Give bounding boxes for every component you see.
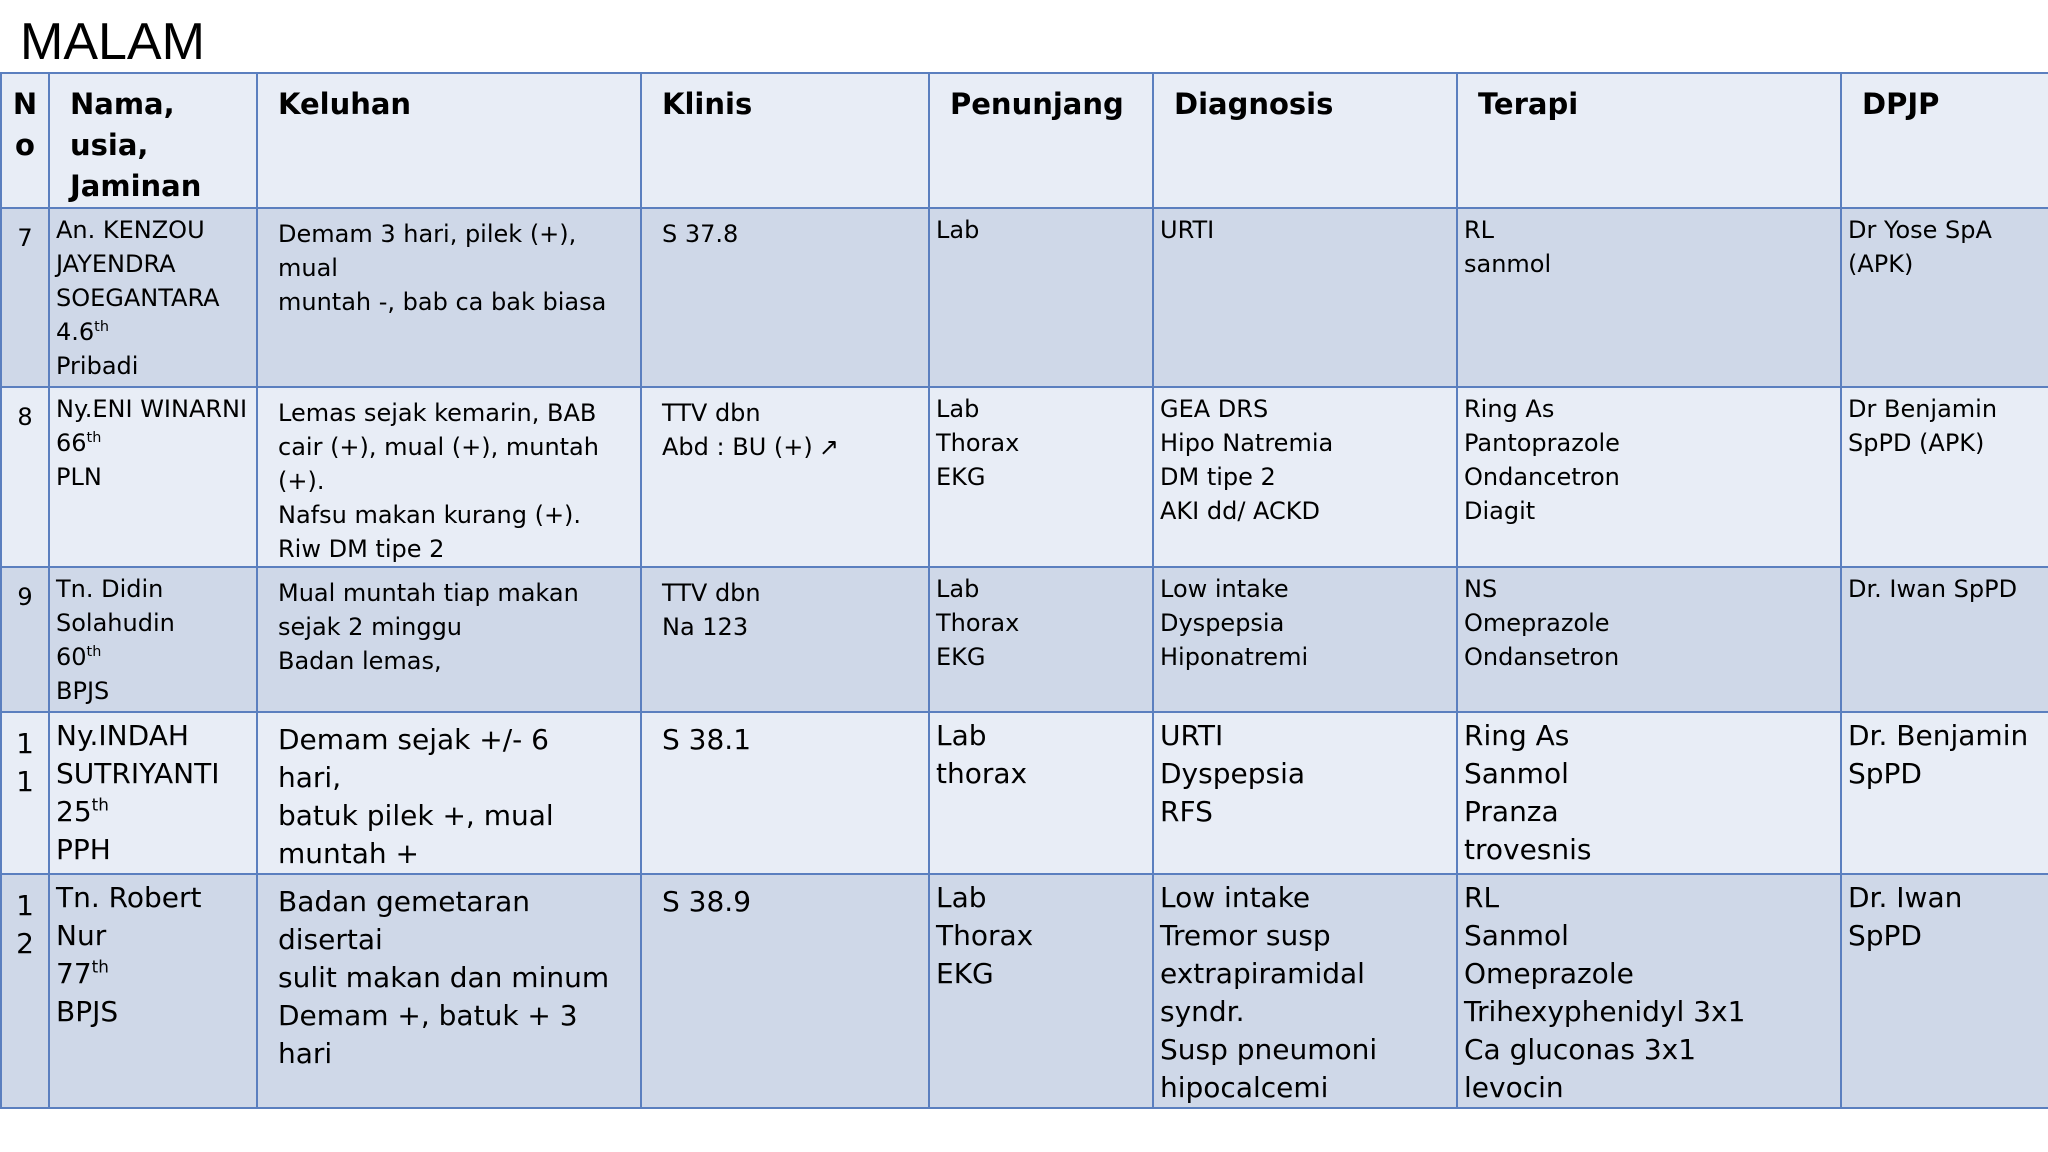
patient-name: An. KENZOU JAYENDRA SOEGANTARA — [56, 216, 220, 312]
cell-no: 7 — [1, 208, 49, 387]
age-unit: th — [91, 794, 109, 815]
header-klinis: Klinis — [641, 73, 929, 208]
patient-jaminan: BPJS — [56, 995, 119, 1028]
cell-terapi: Ring As Sanmol Pranza trovesnis — [1457, 712, 1841, 874]
cell-penunjang: Lab Thorax EKG — [929, 874, 1153, 1108]
cell-diagnosis: Low intake Tremor susp extrapiramidal syndr. Susp pneumoni hipocalcemi — [1153, 874, 1457, 1108]
cell-patient — [49, 712, 257, 874]
patient-age: 4.6 — [56, 318, 95, 346]
cell-dpjp: Dr Yose SpA (APK) — [1841, 208, 2048, 387]
cell-klinis — [641, 208, 929, 387]
klinis-text: S 37.8 — [662, 220, 739, 248]
klinis-text: TTV dbn Na 123 — [662, 579, 761, 641]
header-dpjp: DPJP — [1841, 73, 2048, 208]
cell-diagnosis: Low intake Dyspepsia Hiponatremi — [1153, 567, 1457, 712]
header-no: N o — [1, 73, 49, 208]
cell-diagnosis: GEA DRS Hipo Natremia DM tipe 2 AKI dd/ ACKD — [1153, 387, 1457, 567]
patient-jaminan: Pribadi — [56, 352, 139, 380]
page-title: MALAM — [20, 13, 205, 71]
cell-no: 8 — [1, 387, 49, 567]
cell-keluhan: Demam 3 hari, pilek (+), mual muntah -, bab ca bak biasa — [257, 208, 641, 387]
cell-dpjp: Dr. Iwan SpPD — [1841, 874, 2048, 1108]
cell-dpjp: Dr Benjamin SpPD (APK) — [1841, 387, 2048, 567]
patient-age: 66 — [56, 429, 87, 457]
cell-terapi: RL sanmol — [1457, 208, 1841, 387]
table-row — [1, 874, 2048, 1108]
cell-penunjang: Lab Thorax EKG — [929, 387, 1153, 567]
cell-no: 1 1 — [1, 712, 49, 874]
patient-age: 77 — [56, 957, 92, 990]
header-penunjang: Penunjang — [929, 73, 1153, 208]
header-diagnosis: Diagnosis — [1153, 73, 1457, 208]
cell-patient — [49, 567, 257, 712]
table-row — [1, 387, 2048, 567]
header-nama: Nama, usia, Jaminan — [49, 73, 257, 208]
cell-terapi: NS Omeprazole Ondansetron — [1457, 567, 1841, 712]
age-unit: th — [86, 644, 102, 660]
patient-table — [0, 72, 2048, 1109]
cell-dpjp: Dr. Iwan SpPD — [1841, 567, 2048, 712]
age-unit: th — [91, 956, 109, 977]
table-row — [1, 712, 2048, 874]
patient-jaminan: PLN — [56, 463, 102, 491]
cell-terapi: RL Sanmol Omeprazole Trihexyphenidyl 3x1 Ca gluconas 3x1 levocin — [1457, 874, 1841, 1108]
cell-no: 9 — [1, 567, 49, 712]
cell-no: 1 2 — [1, 874, 49, 1108]
patient-age: 25 — [56, 795, 92, 828]
cell-klinis — [641, 712, 929, 874]
patient-name: Ny.ENI WINARNI — [56, 395, 248, 423]
table-row — [1, 208, 2048, 387]
patient-jaminan: BPJS — [56, 677, 110, 705]
cell-keluhan: Badan gemetaran disertai sulit makan dan minum Demam +, batuk + 3 hari — [257, 874, 641, 1108]
patient-name: Ny.INDAH SUTRIYANTI — [56, 719, 220, 790]
patient-name: Tn. Didin Solahudin — [56, 575, 175, 637]
klinis-text: S 38.9 — [662, 885, 752, 918]
cell-klinis — [641, 874, 929, 1108]
patient-name: Tn. Robert Nur — [56, 881, 202, 952]
cell-penunjang: Lab thorax — [929, 712, 1153, 874]
table-row — [1, 567, 2048, 712]
cell-dpjp: Dr. Benjamin SpPD — [1841, 712, 2048, 874]
header-row — [1, 73, 2048, 208]
cell-patient — [49, 387, 257, 567]
cell-klinis — [641, 567, 929, 712]
klinis-text: S 38.1 — [662, 723, 752, 756]
cell-klinis — [641, 387, 929, 567]
patient-age: 60 — [56, 643, 87, 671]
header-keluhan: Keluhan — [257, 73, 641, 208]
cell-patient — [49, 208, 257, 387]
age-unit: th — [86, 430, 102, 446]
patient-jaminan: PPH — [56, 833, 111, 866]
klinis-text: TTV dbn Abd : BU (+) — [662, 399, 813, 461]
cell-keluhan: Lemas sejak kemarin, BAB cair (+), mual (+), muntah (+). Nafsu makan kurang (+). Riw DM tipe 2 — [257, 387, 641, 567]
header-terapi: Terapi — [1457, 73, 1841, 208]
age-unit: th — [94, 319, 109, 335]
cell-penunjang: Lab — [929, 208, 1153, 387]
cell-diagnosis: URTI — [1153, 208, 1457, 387]
cell-terapi: Ring As Pantoprazole Ondancetron Diagit — [1457, 387, 1841, 567]
cell-keluhan: Mual muntah tiap makan sejak 2 minggu Badan lemas, — [257, 567, 641, 712]
cell-penunjang: Lab Thorax EKG — [929, 567, 1153, 712]
cell-keluhan: Demam sejak +/- 6 hari, batuk pilek +, mual muntah + — [257, 712, 641, 874]
up-arrow-icon: ↗ — [818, 433, 839, 461]
cell-diagnosis: URTI Dyspepsia RFS — [1153, 712, 1457, 874]
cell-patient — [49, 874, 257, 1108]
